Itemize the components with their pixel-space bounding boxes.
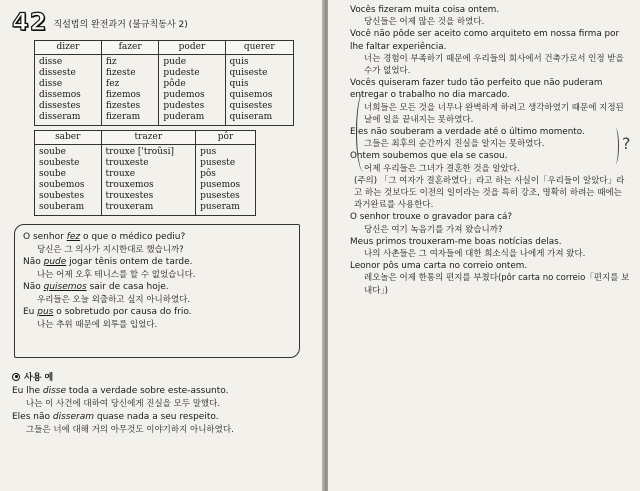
example-pt: O senhor fez o que o médico pediu? (23, 232, 186, 242)
conj-form: trouxemos (105, 180, 154, 190)
table2-col-trazer (101, 145, 196, 216)
conj-form: pudemos (163, 90, 205, 100)
right-page-text (350, 4, 630, 297)
conj-form: pusestes (200, 191, 240, 201)
entry-ko: 너희들은 모든 것을 너무나 완벽하게 하려고 생각하였기 때문에 지정된 날에 일을 끝내지는 못하였다. (364, 102, 624, 125)
note-label: (주의) (354, 175, 378, 186)
conj-form: quis (229, 79, 249, 89)
conj-form: puderam (163, 112, 205, 122)
table2-col-por (196, 145, 256, 216)
entry-pt: O senhor trouxe o gravador para cá? (350, 212, 513, 223)
conj-form: soube (39, 147, 66, 157)
conj-form: trouxeram (105, 202, 154, 212)
conj-form: souberam (39, 202, 85, 212)
entry-pt: Leonor pôs uma carta no correio ontem. (350, 261, 528, 272)
conj-form: soubestes (39, 191, 85, 201)
conj-form: soubemos (39, 180, 85, 190)
conj-form: disse (39, 57, 63, 67)
table1-header-dizer: dizer (35, 41, 102, 55)
conj-form: disse (39, 79, 63, 89)
example-pt: Não quisemos sair de casa hoje. (23, 282, 169, 292)
conjugation-table-1 (34, 40, 294, 126)
handwritten-question-mark: ? (622, 134, 631, 153)
example-pt: Eu pus o sobretudo por causa do frio. (23, 307, 192, 317)
entry-pt: Vocês quiseram fazer tudo tão perfeito que não puderam entregar o trabalho no dia marcado. (350, 78, 603, 101)
conj-form: quis (229, 57, 249, 67)
table2-header-saber: saber (35, 131, 102, 145)
pencil-bracket-mark (356, 92, 371, 172)
example-pt: Não pude jogar tênis ontem de tarde. (23, 257, 193, 267)
entry-ko: 나의 사촌들은 그 여자들에 대한 희소식을 나에게 가져 왔다. (364, 249, 586, 260)
conj-form: quiseste (229, 68, 268, 78)
entry-pt: Ontem soubemos que ela se casou. (350, 151, 508, 162)
conj-form: pusemos (200, 180, 241, 190)
conj-form: quiseram (229, 112, 273, 122)
entry-ko: 레오놀은 어제 한통의 편지를 부쳤다(pôr carta no correio「편지를 보내다」) (364, 273, 630, 296)
table2-header-por: pôr (196, 131, 256, 145)
conj-form: trouxe ['troũsi] (105, 147, 175, 157)
conj-form: pudeste (163, 68, 200, 78)
conj-form: fez (105, 79, 120, 89)
conj-form: fiz (105, 57, 117, 67)
entry-ko: 당신들은 어제 많은 것을 하였다. (364, 17, 485, 28)
entry-ko: 그들은 최후의 순간까지 진실을 알지는 못하였다. (364, 139, 545, 150)
example-ko: 나는 추위 때문에 외투를 입었다. (37, 319, 158, 330)
example-box (14, 224, 300, 358)
entry-ko: 당신은 여기 녹음기를 가져 왔습니까? (364, 224, 503, 235)
lesson-title: 직설법의 완전과거 (불규칙동사 2) (53, 20, 188, 30)
conj-form: fizestes (105, 101, 141, 111)
conj-form: disseram (39, 112, 81, 122)
conj-form: disseste (39, 68, 76, 78)
conj-form: fizemos (105, 90, 141, 100)
conj-form: pôs (200, 169, 216, 179)
conj-form: pudestes (163, 101, 205, 111)
table1-header-querer: querer (225, 41, 293, 55)
pencil-bracket-right-mark (612, 128, 619, 164)
conj-form: trouxestes (105, 191, 154, 201)
conj-form: puseram (200, 202, 240, 212)
entry-pt: Meus primos trouxeram-me boas notícias delas. (350, 236, 562, 247)
circle-bullet-icon (12, 373, 20, 381)
conjugation-table-2 (34, 130, 256, 216)
entry-ko: 어제 우리들은 그녀가 결혼한 것을 알았다. (364, 163, 520, 174)
entry-ko: 너는 경험이 부족하기 때문에 우리들의 회사에서 건축가로서 인정 받을 수가 없었다. (364, 53, 624, 77)
conj-form: pus (200, 147, 217, 157)
entry-pt: Vocês fizeram muita coisa ontem. (350, 5, 500, 15)
table1-col-querer (225, 55, 293, 126)
table1-col-poder (159, 55, 225, 126)
table1-header-poder: poder (159, 41, 225, 55)
conj-form: soubeste (39, 158, 80, 168)
conj-form: pôde (163, 79, 186, 89)
conj-form: quisemos (229, 90, 273, 100)
conj-form: quisestes (229, 101, 273, 111)
example-ko: 나는 어제 오후 테니스를 할 수 없었습니다. (37, 269, 196, 280)
usage-section-title: 사용 예 (12, 370, 316, 383)
lesson-header (12, 4, 316, 34)
conj-form: dissestes (39, 101, 81, 111)
usage-pt: Eles não disseram quase nada a seu respeito. (12, 412, 219, 422)
conj-form: dissemos (39, 90, 81, 100)
note-text: 「그 여자가 결혼하였다」라고 하는 사실이「우리들이 알았다」라고 하는 것보다도 이전의 일이라는 것을 특히 강조, 명확히 하려는 때에는 과거완료를 사용한다. (354, 175, 625, 211)
table1-col-fazer (101, 55, 159, 126)
conj-form: fizeste (105, 68, 136, 78)
usage-ko: 나는 이 사건에 대하여 당신에게 진실을 모두 말했다. (26, 399, 221, 409)
conj-form: puseste (200, 158, 236, 168)
usage-examples (12, 385, 316, 437)
usage-pt: Eu lhe disse toda a verdade sobre este-assunto. (12, 386, 229, 396)
conj-form: soube (39, 169, 66, 179)
conj-form: trouxe (105, 169, 136, 179)
usage-ko: 그들은 너에 대해 거의 아무것도 이야기하지 아니하였다. (26, 425, 234, 435)
table2-col-saber (35, 145, 102, 216)
conj-form: pude (163, 57, 187, 67)
conj-form: trouxeste (105, 158, 149, 168)
conj-form: fizeram (105, 112, 141, 122)
entry-pt: Você não pôde ser aceito como arquiteto em nossa firma por lhe faltar experiência. (350, 29, 620, 52)
grammar-note (350, 175, 630, 212)
entry-pt: Eles não souberam a verdade até o último momento. (350, 127, 585, 138)
table2-header-trazer: trazer (101, 131, 196, 145)
example-ko: 우리들은 오늘 외출하고 싶지 아니하였다. (37, 294, 191, 305)
table1-col-dizer (35, 55, 102, 126)
example-ko: 당신은 그 의사가 지시한대로 했습니까? (37, 244, 184, 255)
table1-header-fazer: fazer (101, 41, 159, 55)
lesson-number: 42 (12, 8, 48, 36)
right-page (328, 0, 640, 491)
